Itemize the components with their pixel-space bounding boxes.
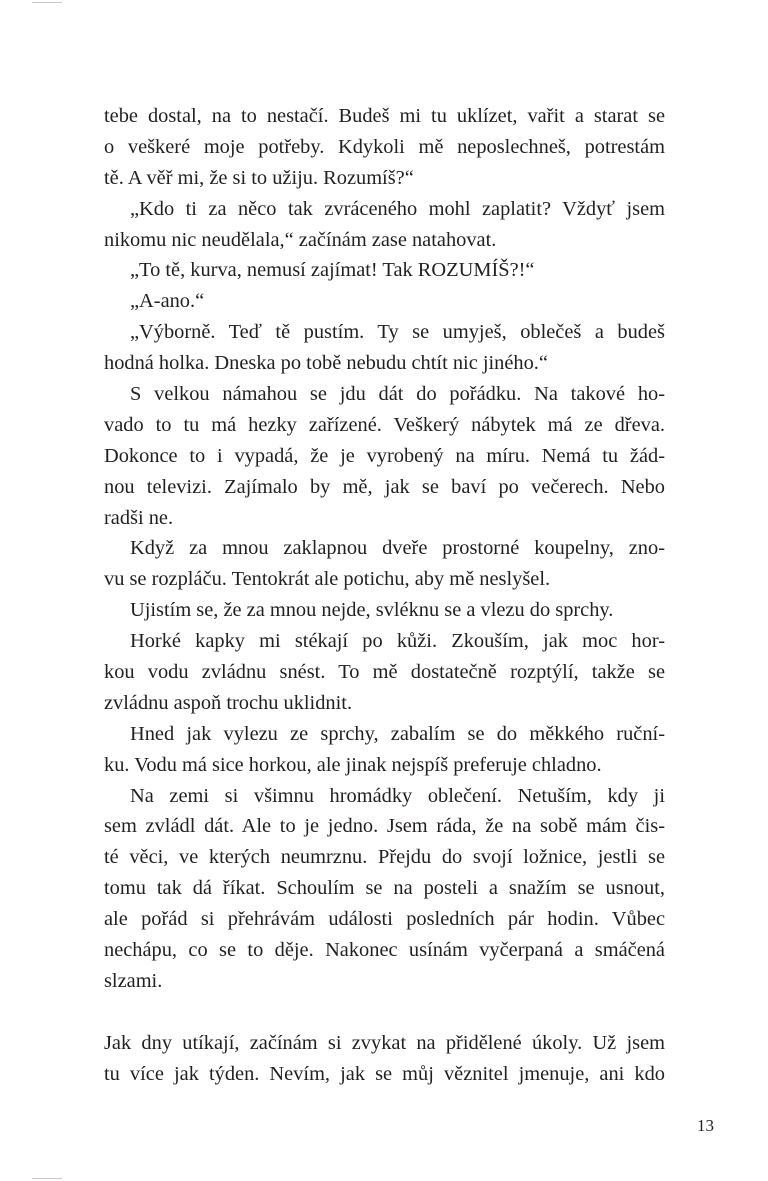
text-line: „Výborně. Teď tě pustím. Ty se umyješ, oblečeš a budeš [130, 321, 665, 344]
text-line: „A-ano.“ [130, 290, 205, 313]
text-line: Ujistím se, že za mnou nejde, svléknu se a vlezu do sprchy. [130, 599, 614, 622]
crop-mark-top [32, 2, 62, 3]
text-line: hodná holka. Dneska po tobě nebudu chtít nic jiného.“ [104, 352, 548, 375]
text-line: Hned jak vylezu ze sprchy, zabalím se do měkkého ruční- [130, 722, 665, 745]
text-line: o veškeré moje potřeby. Kdykoli mě neposlechneš, potrestám [104, 135, 665, 158]
text-line: Jak dny utíkají, začínám si zvykat na přidělené úkoly. Už jsem [104, 1031, 665, 1054]
text-line: Dokonce to i vypadá, že je vyrobený na míru. Nemá tu žád- [104, 444, 665, 467]
text-line: „To tě, kurva, nemusí zajímat! Tak ROZUMÍŠ?!“ [130, 259, 535, 282]
body-text [104, 101, 665, 1090]
text-line: tě. A věř mi, že si to užiju. Rozumíš?“ [104, 166, 414, 189]
page-number: 13 [697, 1116, 714, 1135]
text-line: S velkou námahou se jdu dát do pořádku. Na takové ho- [130, 383, 665, 406]
text-line: tomu tak dá říkat. Schoulím se na posteli a snažím se usnout, [104, 877, 665, 900]
text-line: Když za mnou zaklapnou dveře prostorné koupelny, zno- [130, 537, 665, 560]
section-break [104, 997, 665, 1028]
text-line: tu více jak týden. Nevím, jak se můj věznitel jmenuje, ani kdo [104, 1062, 665, 1085]
text-line: radši ne. [104, 506, 174, 529]
text-line: nikomu nic neudělala,“ začínám zase natahovat. [104, 228, 497, 251]
text-line: „Kdo ti za něco tak zvráceného mohl zaplatit? Vždyť jsem [130, 197, 665, 220]
text-line: zvládnu aspoň trochu uklidnit. [104, 691, 353, 714]
text-line: kou vodu zvládnu snést. To mě dostatečně rozptýlí, takže se [104, 661, 665, 684]
text-line: vu se rozpláču. Tentokrát ale potichu, aby mě neslyšel. [104, 568, 551, 591]
text-line: ku. Vodu má sice horkou, ale jinak nejspíš preferuje chladno. [104, 753, 602, 776]
text-line: nou televizi. Zajímalo by mě, jak se baví po večerech. Nebo [104, 475, 665, 498]
crop-mark-bottom [32, 1178, 62, 1179]
text-line: tebe dostal, na to nestačí. Budeš mi tu uklízet, vařit a starat se [104, 105, 665, 127]
text-line: Horké kapky mi stékají po kůži. Zkouším, jak moc hor- [130, 630, 665, 653]
text-line: vado to tu má hezky zařízené. Veškerý nábytek má ze dřeva. [104, 413, 665, 436]
text-line: sem zvládl dát. Ale to je jedno. Jsem ráda, že na sobě mám čis- [104, 815, 665, 838]
text-line: slzami. [104, 969, 163, 992]
text-line: té věci, ve kterých neumrznu. Přejdu do svojí ložnice, jestli se [104, 846, 665, 869]
text-line: nechápu, co se to děje. Nakonec usínám vyčerpaná a smáčená [104, 939, 665, 962]
text-line: ale pořád si přehrávám události posledních pár hodin. Vůbec [104, 908, 665, 931]
text-line: Na zemi si všimnu hromádky oblečení. Netuším, kdy ji [130, 784, 665, 807]
